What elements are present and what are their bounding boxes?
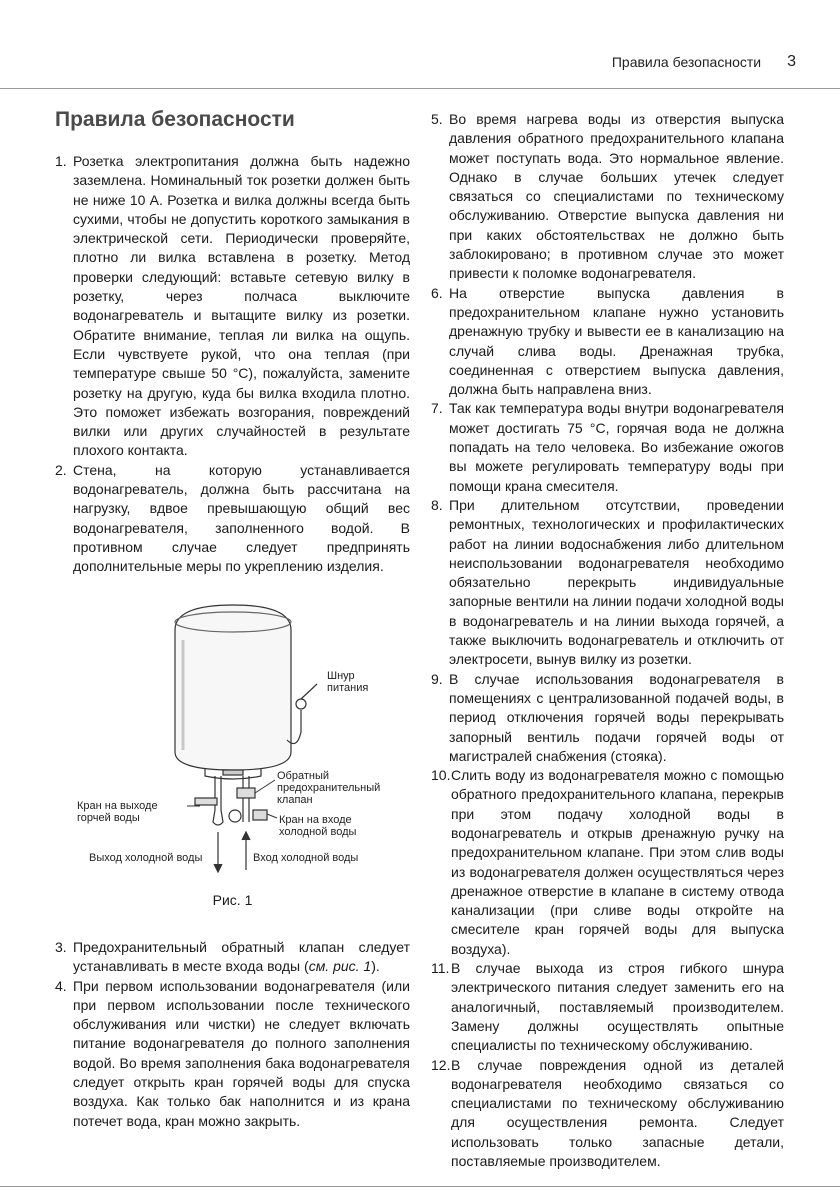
list-item: 6. На отверстие выпуска давления в предохранительном клапане нужно установить дренажную трубку и вывести ее в канализацию на случай слива воды. Дренажная трубка, соединенная с отверстием выпуска давления, должна быть направлена вниз.	[431, 284, 784, 398]
water-heater-figure	[55, 600, 410, 920]
list-item: 11. В случае выхода из строя гибкого шнура электрического питания следует заменить его на аналогичный, поставляемый производителем. Замену должны осуществлять опытные специалисты по техническому обслуживанию.	[431, 960, 784, 1054]
label-cold-water-inlet: Вход холодной воды	[253, 852, 359, 864]
list-item: 3. Предохранительный обратный клапан следует устанавливать в месте входа воды (см. рис. 1).	[55, 939, 410, 975]
list-item: 9. В случае использования водонагревателя в помещениях с централизованной подачей воды, в период отключения горячей воды перекрывать запорный вентиль подачи горячей воды от магистралей снабжения (стояка).	[431, 670, 784, 764]
label-power-cord: Шнур питания	[327, 670, 369, 694]
water-heater-diagram	[55, 600, 410, 880]
running-header	[612, 50, 796, 74]
figure-caption: Рис. 1	[212, 892, 253, 908]
list-item: 12. В случае повреждения одной из деталей водонагревателя необходимо связаться со специалистами по техническому обслуживанию для осуществления ремонта. Следует использовать только запасные детали, поставляемые производителем.	[431, 1056, 784, 1170]
list-item: 5. Во время нагрева воды из отверстия выпуска давления обратного предохранительного клапана может поступать вода. Это нормальное явление. Однако в случае больших утечек следует связаться со специалистами по техническому обслуживанию. Отверстие выпуска давления ни при каких обстоятельствах не должно быть заблокировано; в противном случае это может привести к поломке водонагревателя.	[431, 111, 784, 282]
right-column	[431, 110, 784, 1171]
footer-rule	[0, 1186, 840, 1187]
left-column-bottom	[55, 938, 410, 1131]
label-hot-water-tap: Кран на выходе горчей воды	[77, 800, 158, 824]
list-item: 2. Стена, на которую устанавливается водонагреватель, должна быть рассчитана на нагрузку, вдвое превышающую общий вес водонагревателя, заполненного водой. В противном случае следует предпринять дополнительные меры по укреплению изделия.	[55, 461, 410, 575]
left-column-top	[55, 152, 410, 577]
list-item: 8. При длительном отсутствии, проведении ремонтных, технологических и профилактических работ на линии водоснабжения либо длительном неиспользовании водонагревателя необходимо обязательно перекрыть индивидуальные запорные вентили на линии подачи холодной воды в водонагреватель и на линии выхода горячей, а также выключить водонагреватель и отключить от электросети, вынув вилку из розетки.	[431, 496, 784, 668]
list-item: 7. Так как температура воды внутри водонагревателя может достигать 75 °C, горячая вода не должна попадать на тело человека. Во избежание ожогов вы можете регулировать температуру воды при помощи крана смесителя.	[431, 400, 784, 494]
header-rule	[0, 88, 840, 89]
list-item: 10. Слить воду из водонагревателя можно с помощью обратного предохранительного клапана, перекрыв при этом подачу холодной воды в водонагреватель и открыв дренажную ручку на предохранительном клапане. При этом слив воды из водонагревателя должен осуществляться через дренажное отверстие в клапане в систему отвода канализации (при сливе воды откройте на смесителе кран горячей воды для выпуска воздуха).	[431, 767, 784, 957]
page-number: 3	[787, 53, 796, 70]
header-section-title: Правила безопасности	[611, 54, 762, 70]
label-cold-water-outlet: Выход холодной воды	[89, 852, 203, 864]
page-title: Правила безопасности	[55, 108, 295, 131]
label-cold-water-tap: Кран на входе холодной воды	[279, 814, 357, 838]
label-check-valve: Обратный предохранительный клапан	[277, 770, 381, 806]
list-item: 4. При первом использовании водонагревателя (или при первом использовании после технического обслуживания или чистки) не следует включать питание водонагревателя до полного заполнения водой. Во время заполнения бака водонагревателя следует открыть кран горячей воды для спуска воздуха. Как только бак наполнится и из крана потечет вода, кран можно закрыть.	[55, 977, 410, 1129]
list-item: 1. Розетка электропитания должна быть надежно заземлена. Номинальный ток розетки должен быть не ниже 10 А. Розетка и вилка должны всегда быть сухими, чтобы не допустить короткого замыкания в электрической сети. Периодически проверяйте, плотно ли вилка вставлена в розетку. Метод проверки следующий: вставьте сетевую вилку в розетку, через полчаса выключите водонагреватель и вытащите вилку из розетки. Обратите внимание, теплая ли вилка на ощупь. Если чувствуете рукой, что она теплая (при температуре свыше 50 °С), пожалуйста, замените розетку на другую, куда бы вилка входила плотно. Это поможет избежать возгорания, повреждений вилки или других случайностей в результате плохого контакта.	[55, 153, 410, 459]
